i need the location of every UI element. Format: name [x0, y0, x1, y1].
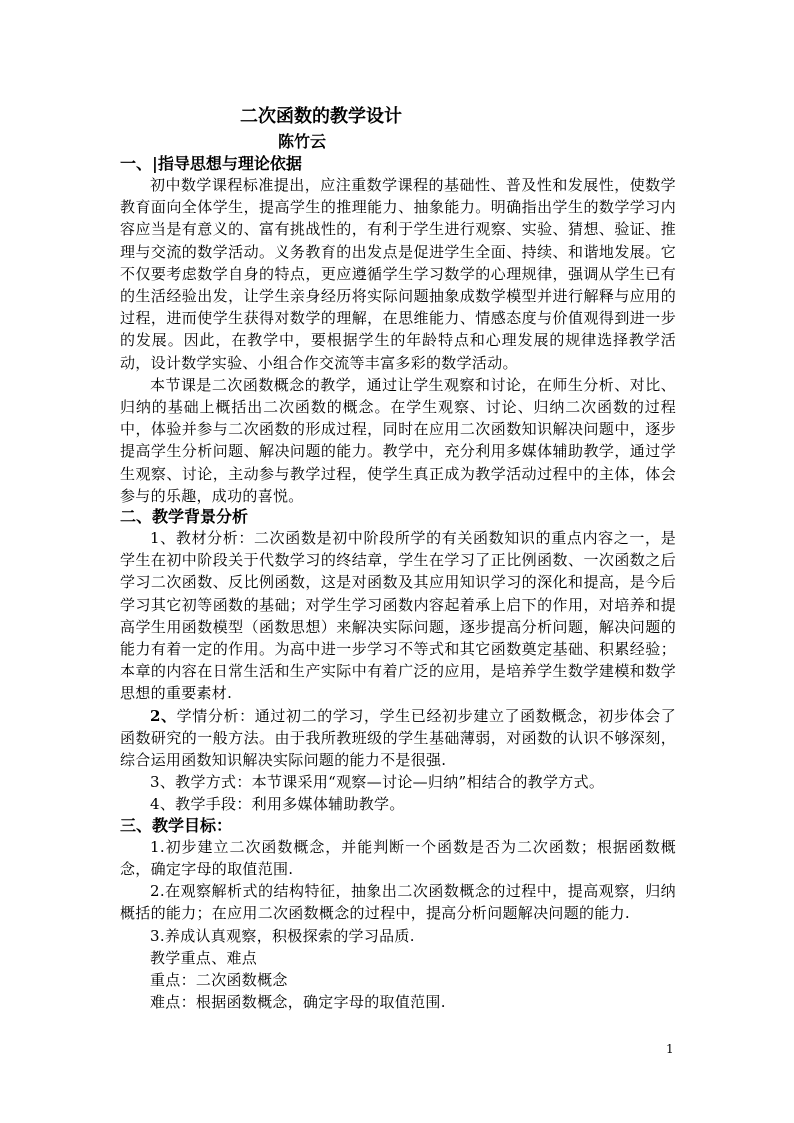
paragraph: 本节课是二次函数概念的教学，通过让学生观察和讨论，在师生分析、对比、归纳的基础上概括出二次函数的概念。在学生观察、讨论、归纳二次函数的过程中，体验并参与二次函数的形成过程，同时在应用二次函数知识解决问题中，逐步提高学生分析问题、解决问题的能力。教学中，充分利用多媒体辅助教学，通过学生观察、讨论，主动参与教学过程，使学生真正成为教学活动过程中的主体，体会参与的乐趣，成功的喜悦。 — [120, 375, 676, 505]
paragraph-textbook-analysis: 1、教材分析：二次函数是初中阶段所学的有关函数知识的重点内容之一，是学生在初中阶段关于代数学习的终结章，学生在学习了正比例函数、一次函数之后学习二次函数、反比例函数，这是对函数及其应用知识学习的深化和提高，是今后学习其它初等函数的基础；对学生学习函数内容起着承上启下的作用，对培养和提高学生用函数模型（函数思想）来解决实际问题，逐步提高分析问题，解决问题的能力有着一定的作用。为高中进一步学习不等式和其它函数奠定基础、积累经验；本章的内容在日常生活和生产实际中有着广泛的应用，是培养学生数学建模和数学思想的重要素材. — [120, 529, 676, 703]
item-number: 2、 — [150, 706, 177, 725]
section-heading-background: 二、教学背景分析 — [120, 507, 249, 527]
objective-item: 2.在观察解析式的结构特征，抽象出二次函数概念的过程中，提高观察，归纳概括的能力；在应用二次函数概念的过程中，提高分析问题解决问题的能力. — [120, 882, 676, 923]
key-points-label: 教学重点、难点 — [150, 948, 258, 967]
paragraph-student-analysis — [120, 705, 676, 772]
document-title: 二次函数的教学设计 — [240, 106, 402, 127]
paragraph-teaching-method: 3、教学方式：本节课采用“观察—讨论—归纳”相结合的教学方式。 — [150, 773, 605, 792]
difficult-point: 难点：根据函数概念，确定字母的取值范围. — [150, 993, 446, 1012]
objective-item: 1.初步建立二次函数概念，并能判断一个函数是否为二次函数；根据函数概念，确定字母的取值范围. — [120, 837, 676, 878]
objective-item: 3.养成认真观察，积极探索的学习品质. — [150, 926, 415, 945]
key-point: 重点：二次函数概念 — [150, 970, 288, 989]
document-body — [120, 103, 676, 1013]
section-heading-objectives: 三、教学目标： — [120, 815, 233, 835]
item-text: 学情分析：通过初二的学习，学生已经初步建立了函数概念，初步体会了函数研究的一般方法。由于我所教班级的学生基础薄弱，对函数的认识不够深刻，综合运用函数知识解决实际问题的能力不是很强. — [120, 706, 676, 770]
paragraph-teaching-means: 4、教学手段：利用多媒体辅助教学。 — [150, 795, 405, 814]
paragraph: 初中数学课程标准提出，应注重数学课程的基础性、普及性和发展性，使数学教育面向全体学生，提高学生的推理能力、抽象能力。明确指出学生的数学学习内容应当是有意义的、富有挑战性的，有利于学生进行观察、实验、猜想、验证、推理与交流的数学活动。义务教育的出发点是促进学生全面、持续、和谐地发展。它不仅要考虑数学自身的特点，更应遵循学生学习数学的心理规律，强调从学生已有的生活经验出发，让学生亲身经历将实际问题抽象成数学模型并进行解释与应用的过程，进而使学生获得对数学的理解，在思维能力、情感态度与价值观得到进一步的发展。因此，在教学中，要根据学生的年龄特点和心理发展的规律选择教学活动，设计数学实验、小组合作交流等丰富多彩的数学活动。 — [120, 176, 676, 372]
page-number: 1 — [666, 1042, 674, 1056]
document-author: 陈竹云 — [278, 132, 327, 151]
section-heading-guiding-ideas: 一、|指导思想与理论依据 — [120, 154, 302, 173]
